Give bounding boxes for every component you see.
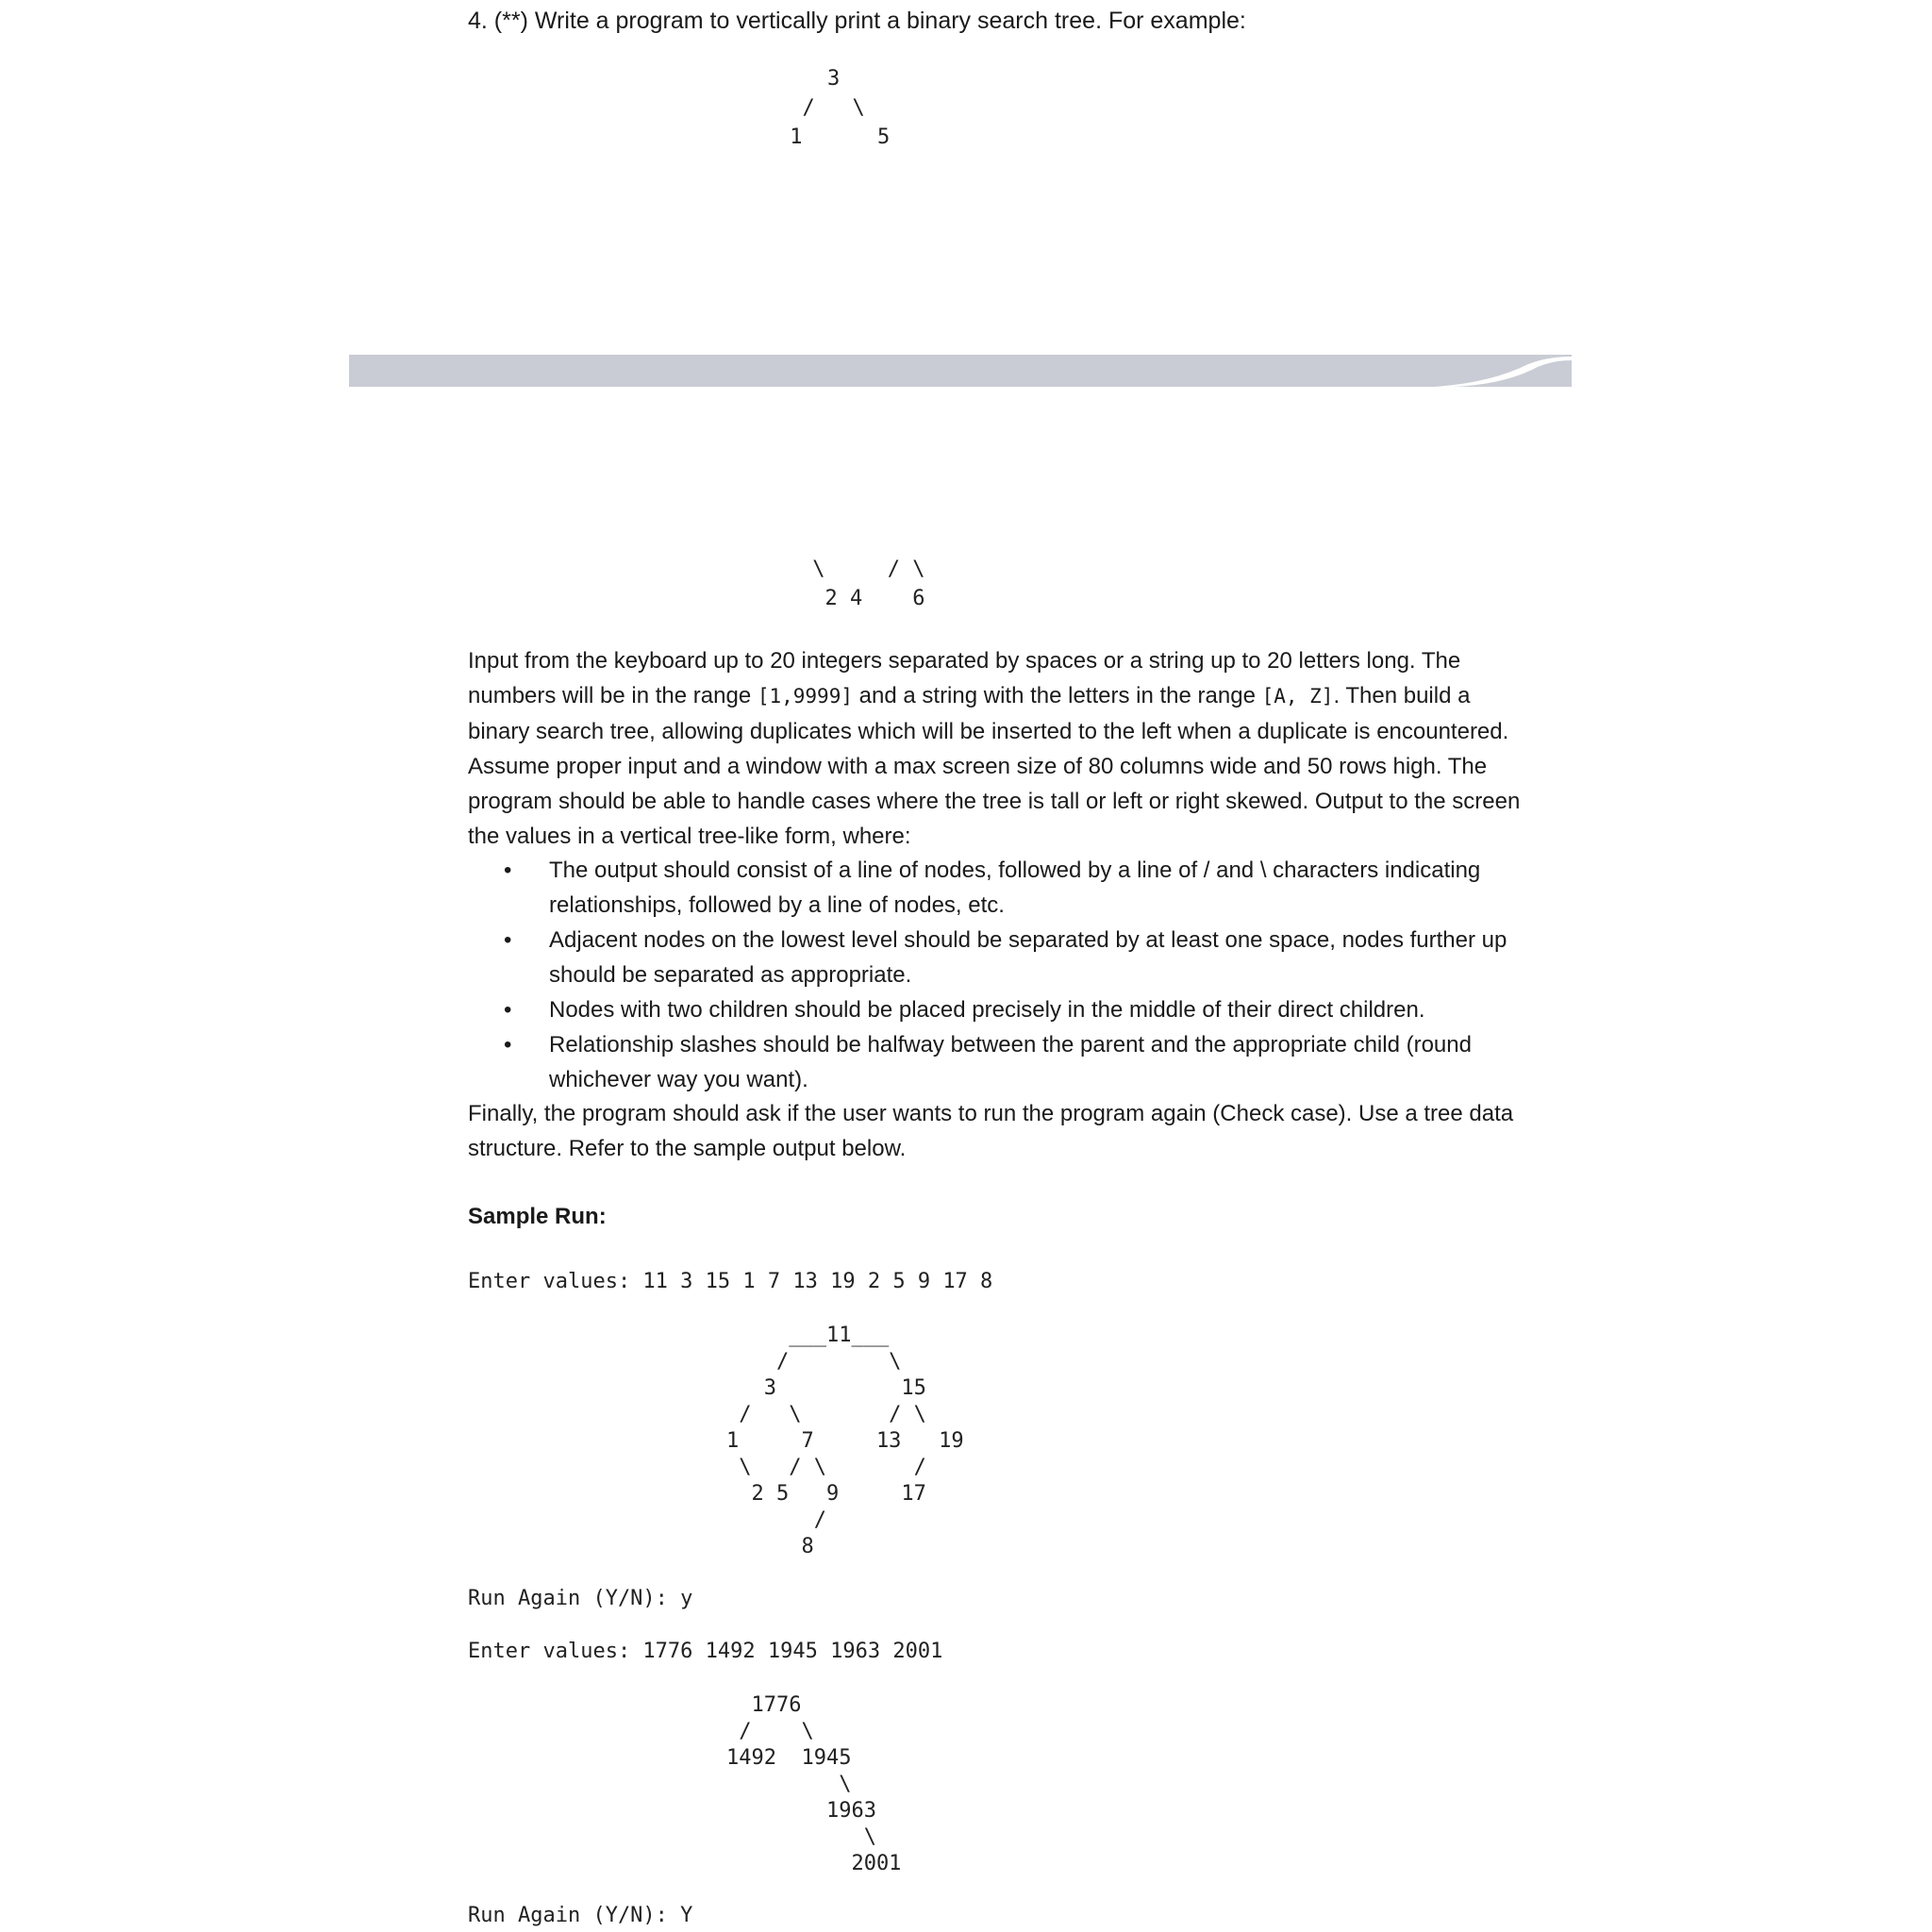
run1-again-prompt: Run Again (Y/N): y — [468, 1587, 693, 1610]
intro-text-1: Input from the keyboard up to 20 integers separated by spaces or a string up to 20 letters long. — [468, 648, 1416, 674]
run1-tree: ___11___ / \ 3 15 / \ / \ 1 7 13 19 \ / \ / 2 5 9 17 / 8 — [726, 1324, 964, 1558]
number-range: [1,9999] — [757, 685, 853, 708]
list-item — [468, 1027, 1524, 1097]
example-tree-bottom: \ / \ 2 4 6 — [812, 558, 925, 610]
run2-again-prompt: Run Again (Y/N): Y — [468, 1904, 693, 1927]
requirements-list — [468, 853, 1524, 1097]
closing-paragraph: Finally, the program should ask if the user wants to run the program again (Check case). Use a tree data structure. Refer to the sample output below. — [468, 1101, 1514, 1161]
intro-text-4: . Then build a binary search tree, allowing duplicates which will be inserted to the left when a duplicate is encountered. Assume proper input and a window with a max screen size of 80 columns wide and 50 rows high. The program should be able to handle cases where the tree is tall or left or right skewed. Output to the screen the values in a vertical tree-like form, where: — [468, 683, 1521, 849]
problem-heading: 4. (**) Write a program to vertically print a binary search tree. For example: — [468, 8, 1246, 34]
bullet-icon: • — [504, 997, 512, 1023]
bullet-text: Adjacent nodes on the lowest level should be separated by at least one space, nodes further up should be separated as appropriate. — [549, 927, 1507, 988]
example-tree-top: 3 / \ 1 5 — [790, 67, 891, 149]
run1-input: Enter values: 11 3 15 1 7 13 19 2 5 9 17 8 — [468, 1270, 993, 1293]
page-divider-band — [349, 355, 1572, 387]
bullet-icon: • — [504, 1032, 512, 1058]
bullet-text: Nodes with two children should be placed precisely in the middle of their direct children. — [549, 997, 1425, 1023]
letter-range: [A, Z] — [1261, 685, 1334, 708]
run2-tree: 1776 / \ 1492 1945 \ 1963 \ 2001 — [726, 1693, 902, 1875]
sample-run-label: Sample Run: — [468, 1204, 607, 1229]
bullet-icon: • — [504, 858, 512, 883]
bullet-text: Relationship slashes should be halfway between the parent and the appropriate child (round whichever way you want). — [549, 1032, 1472, 1092]
bullet-icon: • — [504, 927, 512, 953]
list-item — [468, 992, 1524, 1027]
run2-input: Enter values: 1776 1492 1945 1963 2001 — [468, 1640, 943, 1663]
intro-text-3: and a string with the letters in the range — [853, 683, 1262, 708]
intro-text-2: The numbers will be in the range — [468, 648, 1461, 708]
intro-paragraph — [468, 643, 1524, 854]
list-item — [468, 853, 1524, 923]
list-item — [468, 923, 1524, 992]
bullet-text: The output should consist of a line of nodes, followed by a line of / and \ characters indicating relationships, followed by a line of nodes, etc. — [549, 858, 1481, 918]
swoosh-decoration — [1434, 355, 1572, 387]
